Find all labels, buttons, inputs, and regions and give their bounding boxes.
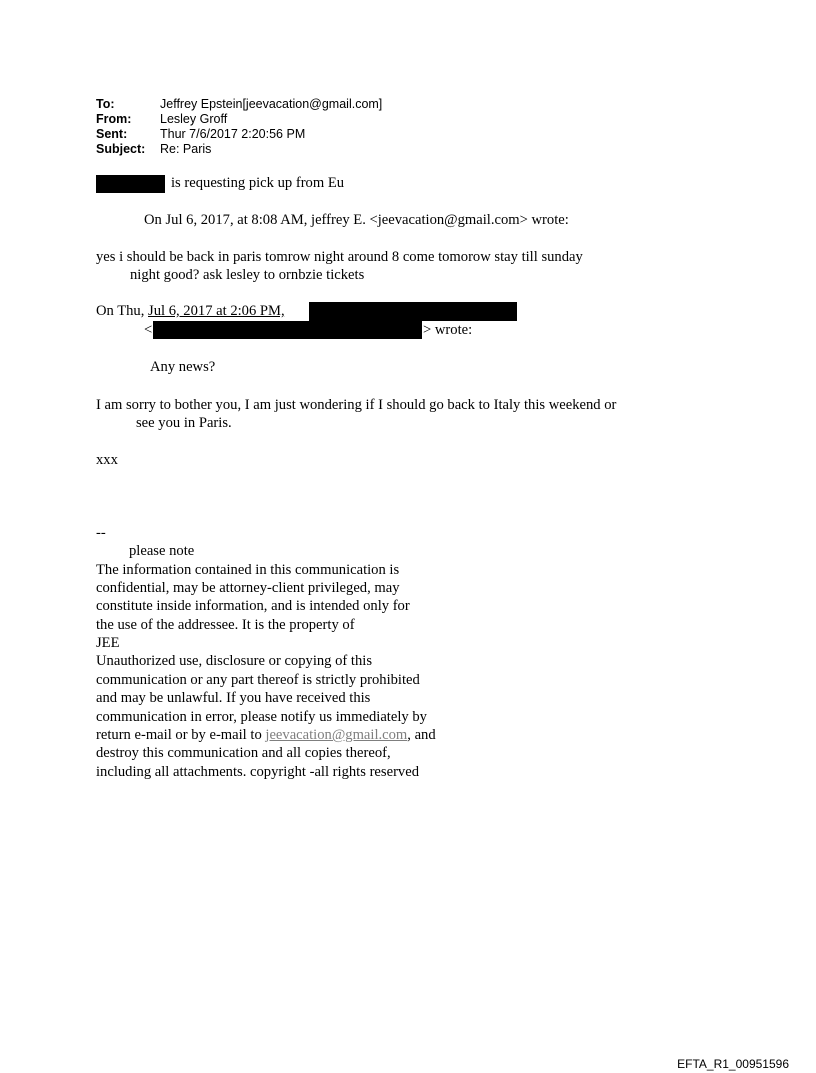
header-from-row: [96, 112, 382, 127]
pickup-text: is requesting pick up from Eu: [171, 175, 345, 191]
sign-off: xxx: [96, 452, 118, 468]
disclaimer-line: The information contained in this communication is: [96, 562, 400, 578]
sent-label: Sent:: [96, 127, 128, 141]
reply-line-1: yes i should be back in paris tomrow night around 8 come tomorow stay till sunday: [96, 249, 583, 265]
to-value: Jeffrey Epstein[jeevacation@gmail.com]: [160, 97, 383, 111]
disclaimer-line: and may be unlawful. If you have received this: [96, 690, 371, 706]
please-note: please note: [129, 543, 195, 559]
subject-value: Re: Paris: [160, 142, 212, 156]
disclaimer-line: confidential, may be attorney-client privileged, may: [96, 580, 400, 596]
disclaimer-line: the use of the addressee. It is the property of: [96, 617, 355, 633]
quote2-intro: [96, 302, 285, 320]
redaction-box: [96, 175, 165, 193]
to-label: To:: [96, 97, 115, 111]
sent-value: Thur 7/6/2017 2:20:56 PM: [160, 127, 306, 141]
disclaimer-line: communication in error, please notify us immediately by: [96, 709, 427, 725]
disclaimer-return-line: [96, 726, 436, 744]
from-value: Lesley Groff: [160, 112, 228, 126]
disclaimer-line: Unauthorized use, disclosure or copying of this: [96, 653, 373, 669]
disclaimer-line: including all attachments. copyright -all rights reserved: [96, 764, 419, 780]
document-id: EFTA_R1_00951596: [677, 1057, 789, 1071]
quote2-wrote: > wrote:: [423, 322, 473, 338]
return-line-start: return e-mail or by e-mail to: [96, 727, 266, 743]
disclaimer-line: destroy this communication and all copies thereof,: [96, 745, 391, 761]
disclaimer-line: JEE: [96, 635, 120, 651]
from-label: From:: [96, 112, 132, 126]
redaction-box: [309, 302, 517, 321]
header-sent-row: [96, 127, 382, 142]
reply-line-2: night good? ask lesley to ornbzie tickets: [130, 267, 365, 283]
quote2-intro-date: Jul 6, 2017 at 2:06 PM,: [148, 303, 285, 319]
header-subject-row: [96, 142, 382, 157]
sorry-line-2: see you in Paris.: [136, 415, 232, 431]
quote1-intro: On Jul 6, 2017, at 8:08 AM, jeffrey E. <jeevacation@gmail.com> wrote:: [144, 212, 569, 228]
subject-label: Subject:: [96, 142, 146, 156]
return-line-end: , and: [407, 727, 436, 743]
sorry-line-1: I am sorry to bother you, I am just wondering if I should go back to Italy this weekend or: [96, 397, 617, 413]
email-header: [96, 97, 382, 157]
quote2-intro-start: On Thu,: [96, 303, 149, 319]
quote2-lt: <: [144, 322, 153, 338]
any-news: Any news?: [150, 359, 216, 375]
disclaimer-line: constitute inside information, and is intended only for: [96, 598, 410, 614]
signature-dashes: --: [96, 525, 106, 541]
email-link[interactable]: jeevacation@gmail.com: [265, 727, 408, 743]
header-to-row: [96, 97, 382, 112]
redaction-box: [153, 321, 422, 339]
disclaimer-line: communication or any part thereof is strictly prohibited: [96, 672, 420, 688]
pickup-line: [96, 174, 344, 193]
